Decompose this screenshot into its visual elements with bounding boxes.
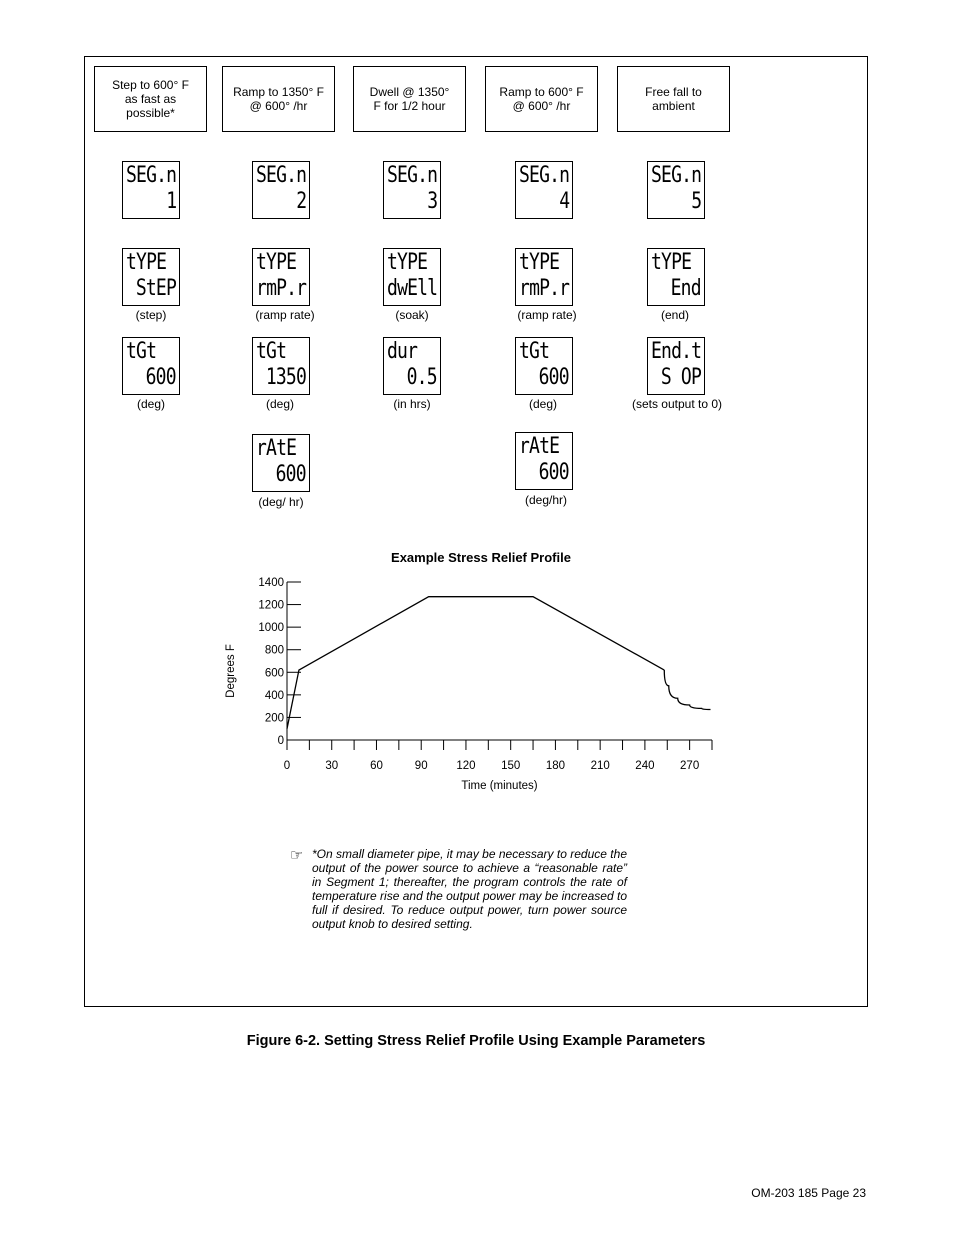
series-line-2 [664, 670, 710, 710]
chart-title: Example Stress Relief Profile [391, 550, 571, 565]
y-tick-label: 800 [264, 644, 284, 657]
figure-caption: Figure 6-2. Setting Stress Relief Profile Using Example Parameters [246, 1033, 706, 1049]
x-axis-label: Time (minutes) [461, 780, 538, 792]
lcd-param-1: tGt 600 [122, 337, 180, 395]
lcd-param-4: tGt 600 [515, 337, 573, 395]
stress-relief-chart [220, 570, 720, 800]
y-tick-label: 600 [264, 667, 284, 680]
caption-rate-2: (deg/ hr) [258, 495, 304, 509]
caption-type-5: (end) [660, 308, 689, 322]
lcd-segment-3: SEG.n 3 [383, 161, 441, 219]
step-box-5: Free fall to ambient [617, 66, 730, 132]
x-tick-label: 270 [680, 760, 700, 772]
y-tick-label: 1400 [258, 577, 284, 589]
caption-param-3: (in hrs) [393, 397, 431, 411]
caption-type-2: (ramp rate) [255, 308, 315, 322]
step-box-3: Dwell @ 1350° F for 1/2 hour [353, 66, 466, 132]
lcd-rate-2: rAtE 600 [252, 434, 310, 492]
lcd-segment-4: SEG.n 4 [515, 161, 573, 219]
lcd-param-2: tGt 1350 [252, 337, 310, 395]
y-tick-label: 1200 [258, 599, 284, 612]
x-tick-label: 120 [456, 760, 476, 772]
y-tick-label: 400 [264, 689, 284, 702]
caption-param-2: (deg) [265, 397, 294, 411]
x-tick-label: 180 [545, 760, 566, 772]
caption-type-4: (ramp rate) [517, 308, 577, 322]
caption-param-1: (deg) [136, 397, 165, 411]
series-line-1 [287, 597, 664, 729]
lcd-segment-2: SEG.n 2 [252, 161, 310, 219]
x-tick-label: 240 [635, 760, 655, 772]
lcd-param-3: dur 0.5 [383, 337, 441, 395]
lcd-param-5: End.t S OP [647, 337, 705, 395]
x-tick-label: 0 [283, 760, 291, 772]
lcd-type-3: tYPE dwEll [383, 248, 441, 306]
x-tick-label: 60 [370, 760, 383, 772]
page-number: OM-203 185 Page 23 [751, 1186, 866, 1200]
y-tick-label: 1000 [258, 622, 284, 635]
step-box-4: Ramp to 600° F @ 600° /hr [485, 66, 598, 132]
lcd-type-4: tYPE rmP.r [515, 248, 573, 306]
step-box-1: Step to 600° F as fast as possible* [94, 66, 207, 132]
lcd-segment-1: SEG.n 1 [122, 161, 180, 219]
lcd-rate-4: rAtE 600 [515, 432, 573, 490]
step-box-2: Ramp to 1350° F @ 600° /hr [222, 66, 335, 132]
lcd-type-2: tYPE rmP.r [252, 248, 310, 306]
x-tick-label: 210 [590, 760, 610, 772]
x-tick-label: 30 [325, 760, 339, 772]
x-tick-label: 150 [501, 760, 521, 772]
y-tick-label: 200 [264, 712, 284, 725]
footnote: *On small diameter pipe, it may be necessary to reduce the output of the power source to achieve a “reasonable rate” in Segment 1; thereafter, the program controls the rate of temperature rise and the output power may be increased to full if desired. To reduce output power, turn power source output knob to desired setting. [312, 847, 627, 931]
x-tick-label: 90 [414, 760, 428, 772]
lcd-type-1: tYPE StEP [122, 248, 180, 306]
caption-rate-4: (deg/hr) [524, 493, 568, 507]
caption-type-1: (step) [135, 308, 167, 322]
y-tick-label: 0 [277, 735, 284, 747]
caption-param-5: (sets output to 0) [631, 397, 723, 411]
lcd-segment-5: SEG.n 5 [647, 161, 705, 219]
caption-param-4: (deg) [528, 397, 557, 411]
caption-type-3: (soak) [395, 308, 429, 322]
lcd-type-5: tYPE End [647, 248, 705, 306]
pointing-hand-icon: ☞ [290, 847, 304, 864]
y-axis-label: Degrees F [225, 644, 237, 698]
